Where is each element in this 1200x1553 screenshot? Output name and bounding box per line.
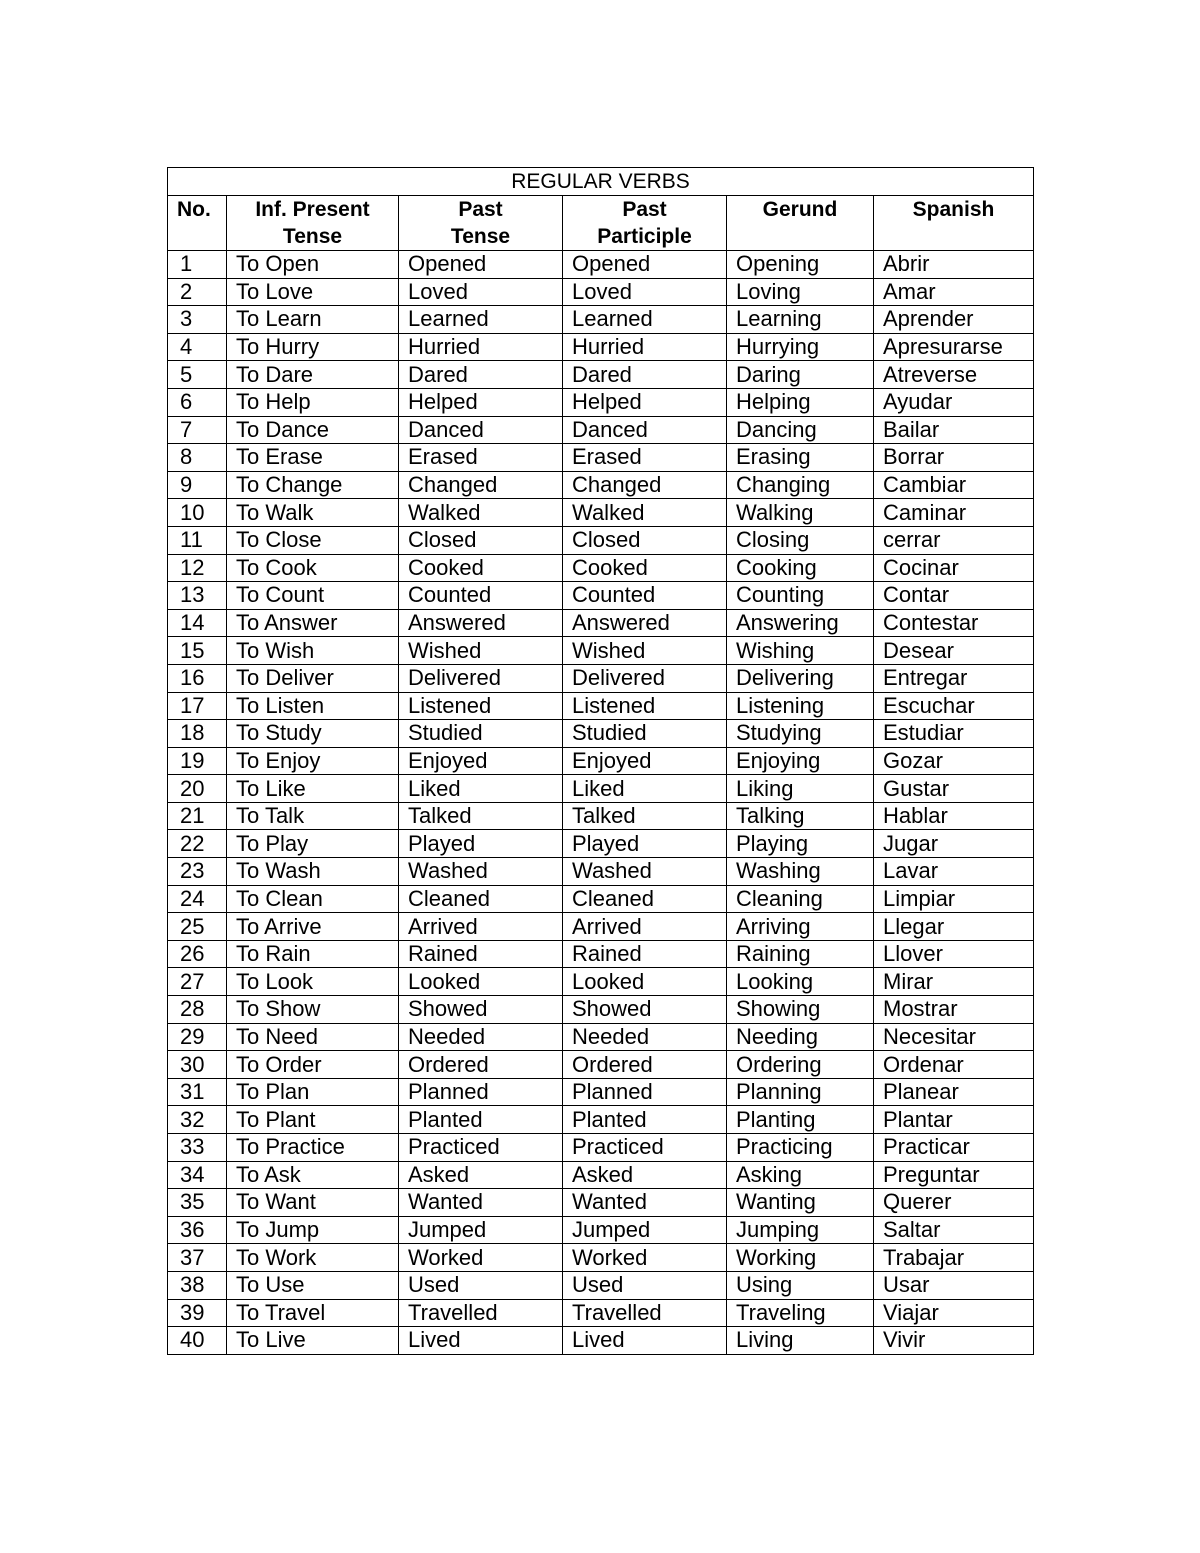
cell-infinitive: To Change <box>227 471 399 499</box>
cell-past-participle: Used <box>563 1271 727 1299</box>
cell-no: 35 <box>168 1189 227 1217</box>
table-row <box>168 637 1034 665</box>
cell-gerund: Using <box>727 1271 874 1299</box>
cell-no: 26 <box>168 940 227 968</box>
cell-spanish: Amar <box>874 278 1034 306</box>
cell-past-tense: Showed <box>399 996 563 1024</box>
header-inf-line1: Inf. Present <box>255 198 370 221</box>
cell-past-tense: Dared <box>399 361 563 389</box>
cell-infinitive: To Wish <box>227 637 399 665</box>
table-row <box>168 858 1034 886</box>
header-past-line1: Past <box>458 198 503 221</box>
cell-infinitive: To Plan <box>227 1078 399 1106</box>
cell-gerund: Liking <box>727 775 874 803</box>
cell-infinitive: To Hurry <box>227 333 399 361</box>
cell-spanish: Borrar <box>874 444 1034 472</box>
cell-spanish: Cambiar <box>874 471 1034 499</box>
cell-gerund: Cleaning <box>727 885 874 913</box>
table-row <box>168 471 1034 499</box>
cell-infinitive: To Cook <box>227 554 399 582</box>
cell-gerund: Erasing <box>727 444 874 472</box>
table-row <box>168 416 1034 444</box>
cell-infinitive: To Help <box>227 388 399 416</box>
cell-past-tense: Jumped <box>399 1216 563 1244</box>
cell-infinitive: To Open <box>227 251 399 279</box>
cell-gerund: Needing <box>727 1023 874 1051</box>
cell-past-tense: Answered <box>399 609 563 637</box>
cell-gerund: Playing <box>727 830 874 858</box>
cell-gerund: Closing <box>727 526 874 554</box>
cell-past-tense: Cooked <box>399 554 563 582</box>
table-row <box>168 664 1034 692</box>
cell-past-participle: Cooked <box>563 554 727 582</box>
cell-past-tense: Loved <box>399 278 563 306</box>
cell-past-tense: Learned <box>399 306 563 334</box>
cell-no: 19 <box>168 747 227 775</box>
cell-spanish: Atreverse <box>874 361 1034 389</box>
cell-past-tense: Ordered <box>399 1051 563 1079</box>
cell-infinitive: To Order <box>227 1051 399 1079</box>
cell-spanish: Cocinar <box>874 554 1034 582</box>
cell-past-participle: Wished <box>563 637 727 665</box>
cell-past-tense: Asked <box>399 1161 563 1189</box>
cell-no: 40 <box>168 1327 227 1355</box>
cell-spanish: Viajar <box>874 1299 1034 1327</box>
header-no: No. <box>168 196 227 251</box>
cell-past-participle: Listened <box>563 692 727 720</box>
cell-gerund: Planning <box>727 1078 874 1106</box>
cell-infinitive: To Live <box>227 1327 399 1355</box>
cell-no: 14 <box>168 609 227 637</box>
cell-past-tense: Planted <box>399 1106 563 1134</box>
cell-past-tense: Looked <box>399 968 563 996</box>
cell-spanish: Apresurarse <box>874 333 1034 361</box>
cell-past-tense: Hurried <box>399 333 563 361</box>
cell-past-participle: Liked <box>563 775 727 803</box>
cell-gerund: Talking <box>727 802 874 830</box>
table-row <box>168 1106 1034 1134</box>
cell-past-tense: Cleaned <box>399 885 563 913</box>
cell-no: 24 <box>168 885 227 913</box>
cell-spanish: Plantar <box>874 1106 1034 1134</box>
cell-past-tense: Danced <box>399 416 563 444</box>
cell-no: 21 <box>168 802 227 830</box>
cell-past-tense: Worked <box>399 1244 563 1272</box>
cell-infinitive: To Use <box>227 1271 399 1299</box>
cell-no: 27 <box>168 968 227 996</box>
cell-infinitive: To Jump <box>227 1216 399 1244</box>
table-row <box>168 1244 1034 1272</box>
cell-past-tense: Used <box>399 1271 563 1299</box>
cell-no: 13 <box>168 582 227 610</box>
cell-spanish: Ayudar <box>874 388 1034 416</box>
cell-past-tense: Studied <box>399 720 563 748</box>
table-row <box>168 333 1034 361</box>
table-row <box>168 775 1034 803</box>
header-past-tense <box>399 196 563 251</box>
cell-no: 9 <box>168 471 227 499</box>
cell-past-tense: Wished <box>399 637 563 665</box>
cell-no: 18 <box>168 720 227 748</box>
cell-infinitive: To Love <box>227 278 399 306</box>
table-row <box>168 251 1034 279</box>
cell-past-participle: Closed <box>563 526 727 554</box>
table-row <box>168 1299 1034 1327</box>
cell-infinitive: To Answer <box>227 609 399 637</box>
cell-infinitive: To Clean <box>227 885 399 913</box>
cell-past-participle: Planned <box>563 1078 727 1106</box>
cell-infinitive: To Rain <box>227 940 399 968</box>
cell-past-participle: Played <box>563 830 727 858</box>
cell-no: 7 <box>168 416 227 444</box>
cell-spanish: Ordenar <box>874 1051 1034 1079</box>
cell-past-participle: Asked <box>563 1161 727 1189</box>
cell-past-tense: Liked <box>399 775 563 803</box>
table-row <box>168 692 1034 720</box>
cell-past-tense: Wanted <box>399 1189 563 1217</box>
cell-spanish: Estudiar <box>874 720 1034 748</box>
cell-spanish: Bailar <box>874 416 1034 444</box>
table-row <box>168 306 1034 334</box>
cell-spanish: Saltar <box>874 1216 1034 1244</box>
cell-past-participle: Needed <box>563 1023 727 1051</box>
cell-no: 5 <box>168 361 227 389</box>
cell-gerund: Living <box>727 1327 874 1355</box>
cell-past-tense: Talked <box>399 802 563 830</box>
cell-past-tense: Planned <box>399 1078 563 1106</box>
cell-past-participle: Enjoyed <box>563 747 727 775</box>
header-past-line2: Tense <box>450 225 511 248</box>
cell-no: 12 <box>168 554 227 582</box>
table-row <box>168 996 1034 1024</box>
cell-no: 30 <box>168 1051 227 1079</box>
cell-gerund: Loving <box>727 278 874 306</box>
cell-infinitive: To Listen <box>227 692 399 720</box>
cell-spanish: Limpiar <box>874 885 1034 913</box>
cell-gerund: Hurrying <box>727 333 874 361</box>
cell-infinitive: To Dare <box>227 361 399 389</box>
table-header-row <box>168 196 1034 251</box>
cell-past-tense: Needed <box>399 1023 563 1051</box>
cell-past-participle: Wanted <box>563 1189 727 1217</box>
cell-past-participle: Learned <box>563 306 727 334</box>
cell-past-participle: Ordered <box>563 1051 727 1079</box>
table-row <box>168 554 1034 582</box>
cell-spanish: cerrar <box>874 526 1034 554</box>
cell-no: 33 <box>168 1134 227 1162</box>
cell-gerund: Showing <box>727 996 874 1024</box>
cell-no: 3 <box>168 306 227 334</box>
cell-no: 25 <box>168 913 227 941</box>
table-row <box>168 361 1034 389</box>
cell-no: 15 <box>168 637 227 665</box>
cell-gerund: Changing <box>727 471 874 499</box>
cell-past-participle: Planted <box>563 1106 727 1134</box>
cell-spanish: Llover <box>874 940 1034 968</box>
cell-infinitive: To Practice <box>227 1134 399 1162</box>
cell-spanish: Mirar <box>874 968 1034 996</box>
cell-past-tense: Walked <box>399 499 563 527</box>
cell-gerund: Enjoying <box>727 747 874 775</box>
header-inf-line2: Tense <box>282 225 343 248</box>
cell-no: 32 <box>168 1106 227 1134</box>
cell-gerund: Opening <box>727 251 874 279</box>
cell-past-tense: Changed <box>399 471 563 499</box>
cell-no: 38 <box>168 1271 227 1299</box>
cell-past-participle: Opened <box>563 251 727 279</box>
cell-gerund: Looking <box>727 968 874 996</box>
cell-infinitive: To Arrive <box>227 913 399 941</box>
cell-infinitive: To Learn <box>227 306 399 334</box>
cell-no: 36 <box>168 1216 227 1244</box>
cell-gerund: Counting <box>727 582 874 610</box>
cell-gerund: Cooking <box>727 554 874 582</box>
cell-gerund: Washing <box>727 858 874 886</box>
cell-gerund: Answering <box>727 609 874 637</box>
cell-spanish: Contar <box>874 582 1034 610</box>
cell-no: 34 <box>168 1161 227 1189</box>
cell-gerund: Learning <box>727 306 874 334</box>
table-row <box>168 802 1034 830</box>
table-row <box>168 1271 1034 1299</box>
cell-gerund: Studying <box>727 720 874 748</box>
cell-gerund: Working <box>727 1244 874 1272</box>
cell-past-tense: Arrived <box>399 913 563 941</box>
cell-no: 11 <box>168 526 227 554</box>
cell-past-tense: Rained <box>399 940 563 968</box>
cell-spanish: Llegar <box>874 913 1034 941</box>
cell-gerund: Listening <box>727 692 874 720</box>
cell-past-tense: Erased <box>399 444 563 472</box>
cell-past-tense: Closed <box>399 526 563 554</box>
table-row <box>168 1327 1034 1355</box>
cell-gerund: Practicing <box>727 1134 874 1162</box>
cell-spanish: Preguntar <box>874 1161 1034 1189</box>
cell-gerund: Arriving <box>727 913 874 941</box>
table-row <box>168 1134 1034 1162</box>
table-row <box>168 747 1034 775</box>
cell-past-tense: Helped <box>399 388 563 416</box>
cell-past-participle: Counted <box>563 582 727 610</box>
cell-spanish: Necesitar <box>874 1023 1034 1051</box>
cell-gerund: Helping <box>727 388 874 416</box>
table-row <box>168 1023 1034 1051</box>
cell-infinitive: To Like <box>227 775 399 803</box>
cell-spanish: Querer <box>874 1189 1034 1217</box>
cell-past-participle: Washed <box>563 858 727 886</box>
table-row <box>168 278 1034 306</box>
table-row <box>168 388 1034 416</box>
table-row <box>168 526 1034 554</box>
cell-spanish: Practicar <box>874 1134 1034 1162</box>
cell-infinitive: To Dance <box>227 416 399 444</box>
cell-past-participle: Jumped <box>563 1216 727 1244</box>
regular-verbs-table <box>167 167 1034 1355</box>
cell-past-tense: Counted <box>399 582 563 610</box>
cell-no: 28 <box>168 996 227 1024</box>
header-past-participle <box>563 196 727 251</box>
cell-no: 31 <box>168 1078 227 1106</box>
cell-infinitive: To Study <box>227 720 399 748</box>
cell-gerund: Traveling <box>727 1299 874 1327</box>
cell-spanish: Desear <box>874 637 1034 665</box>
cell-gerund: Wanting <box>727 1189 874 1217</box>
cell-spanish: Lavar <box>874 858 1034 886</box>
cell-infinitive: To Ask <box>227 1161 399 1189</box>
cell-infinitive: To Wash <box>227 858 399 886</box>
header-inf-present-tense <box>227 196 399 251</box>
cell-gerund: Ordering <box>727 1051 874 1079</box>
cell-no: 2 <box>168 278 227 306</box>
table-row <box>168 940 1034 968</box>
header-gerund: Gerund <box>727 196 874 251</box>
header-spanish: Spanish <box>874 196 1034 251</box>
table-row <box>168 1078 1034 1106</box>
cell-past-participle: Travelled <box>563 1299 727 1327</box>
table-row <box>168 582 1034 610</box>
cell-no: 22 <box>168 830 227 858</box>
cell-past-tense: Practiced <box>399 1134 563 1162</box>
table-row <box>168 499 1034 527</box>
cell-past-participle: Showed <box>563 996 727 1024</box>
cell-past-participle: Erased <box>563 444 727 472</box>
cell-spanish: Trabajar <box>874 1244 1034 1272</box>
table-row <box>168 444 1034 472</box>
cell-spanish: Abrir <box>874 251 1034 279</box>
cell-no: 39 <box>168 1299 227 1327</box>
cell-no: 17 <box>168 692 227 720</box>
cell-past-tense: Lived <box>399 1327 563 1355</box>
cell-spanish: Contestar <box>874 609 1034 637</box>
cell-past-participle: Cleaned <box>563 885 727 913</box>
cell-infinitive: To Plant <box>227 1106 399 1134</box>
cell-past-tense: Opened <box>399 251 563 279</box>
cell-no: 20 <box>168 775 227 803</box>
table-row <box>168 720 1034 748</box>
cell-infinitive: To Work <box>227 1244 399 1272</box>
header-pp-line2: Participle <box>597 225 692 248</box>
table-row <box>168 1189 1034 1217</box>
cell-past-participle: Walked <box>563 499 727 527</box>
cell-spanish: Hablar <box>874 802 1034 830</box>
cell-past-tense: Travelled <box>399 1299 563 1327</box>
cell-past-participle: Studied <box>563 720 727 748</box>
table-row <box>168 1161 1034 1189</box>
cell-infinitive: To Close <box>227 526 399 554</box>
cell-past-participle: Dared <box>563 361 727 389</box>
table-title: REGULAR VERBS <box>168 168 1034 196</box>
cell-past-participle: Loved <box>563 278 727 306</box>
table-row <box>168 1051 1034 1079</box>
cell-gerund: Planting <box>727 1106 874 1134</box>
cell-spanish: Gozar <box>874 747 1034 775</box>
cell-no: 6 <box>168 388 227 416</box>
cell-past-participle: Delivered <box>563 664 727 692</box>
cell-gerund: Jumping <box>727 1216 874 1244</box>
cell-past-participle: Hurried <box>563 333 727 361</box>
table-row <box>168 830 1034 858</box>
cell-past-participle: Talked <box>563 802 727 830</box>
cell-past-participle: Danced <box>563 416 727 444</box>
cell-gerund: Wishing <box>727 637 874 665</box>
cell-infinitive: To Deliver <box>227 664 399 692</box>
cell-spanish: Aprender <box>874 306 1034 334</box>
cell-spanish: Jugar <box>874 830 1034 858</box>
table-row <box>168 1216 1034 1244</box>
table-title-row <box>168 168 1034 196</box>
cell-infinitive: To Enjoy <box>227 747 399 775</box>
cell-infinitive: To Talk <box>227 802 399 830</box>
cell-no: 16 <box>168 664 227 692</box>
cell-past-participle: Rained <box>563 940 727 968</box>
cell-past-tense: Delivered <box>399 664 563 692</box>
cell-spanish: Usar <box>874 1271 1034 1299</box>
cell-infinitive: To Play <box>227 830 399 858</box>
cell-past-participle: Changed <box>563 471 727 499</box>
cell-no: 10 <box>168 499 227 527</box>
cell-no: 29 <box>168 1023 227 1051</box>
cell-no: 1 <box>168 251 227 279</box>
cell-spanish: Mostrar <box>874 996 1034 1024</box>
table-row <box>168 609 1034 637</box>
cell-spanish: Escuchar <box>874 692 1034 720</box>
cell-past-participle: Arrived <box>563 913 727 941</box>
cell-past-participle: Practiced <box>563 1134 727 1162</box>
cell-gerund: Asking <box>727 1161 874 1189</box>
table-row <box>168 913 1034 941</box>
cell-past-participle: Helped <box>563 388 727 416</box>
cell-spanish: Caminar <box>874 499 1034 527</box>
cell-infinitive: To Need <box>227 1023 399 1051</box>
cell-infinitive: To Show <box>227 996 399 1024</box>
table-row <box>168 968 1034 996</box>
cell-gerund: Walking <box>727 499 874 527</box>
cell-past-tense: Enjoyed <box>399 747 563 775</box>
cell-past-participle: Lived <box>563 1327 727 1355</box>
cell-past-tense: Listened <box>399 692 563 720</box>
cell-gerund: Delivering <box>727 664 874 692</box>
cell-spanish: Entregar <box>874 664 1034 692</box>
cell-gerund: Dancing <box>727 416 874 444</box>
table-body <box>168 251 1034 1355</box>
cell-past-tense: Played <box>399 830 563 858</box>
cell-no: 4 <box>168 333 227 361</box>
cell-past-participle: Looked <box>563 968 727 996</box>
cell-infinitive: To Count <box>227 582 399 610</box>
cell-no: 23 <box>168 858 227 886</box>
cell-past-participle: Answered <box>563 609 727 637</box>
cell-infinitive: To Erase <box>227 444 399 472</box>
header-pp-line1: Past <box>622 198 667 221</box>
cell-gerund: Raining <box>727 940 874 968</box>
cell-past-tense: Washed <box>399 858 563 886</box>
cell-no: 37 <box>168 1244 227 1272</box>
table-row <box>168 885 1034 913</box>
cell-spanish: Vivir <box>874 1327 1034 1355</box>
cell-gerund: Daring <box>727 361 874 389</box>
cell-no: 8 <box>168 444 227 472</box>
cell-spanish: Gustar <box>874 775 1034 803</box>
cell-infinitive: To Want <box>227 1189 399 1217</box>
cell-infinitive: To Travel <box>227 1299 399 1327</box>
cell-spanish: Planear <box>874 1078 1034 1106</box>
cell-past-participle: Worked <box>563 1244 727 1272</box>
cell-infinitive: To Walk <box>227 499 399 527</box>
cell-infinitive: To Look <box>227 968 399 996</box>
